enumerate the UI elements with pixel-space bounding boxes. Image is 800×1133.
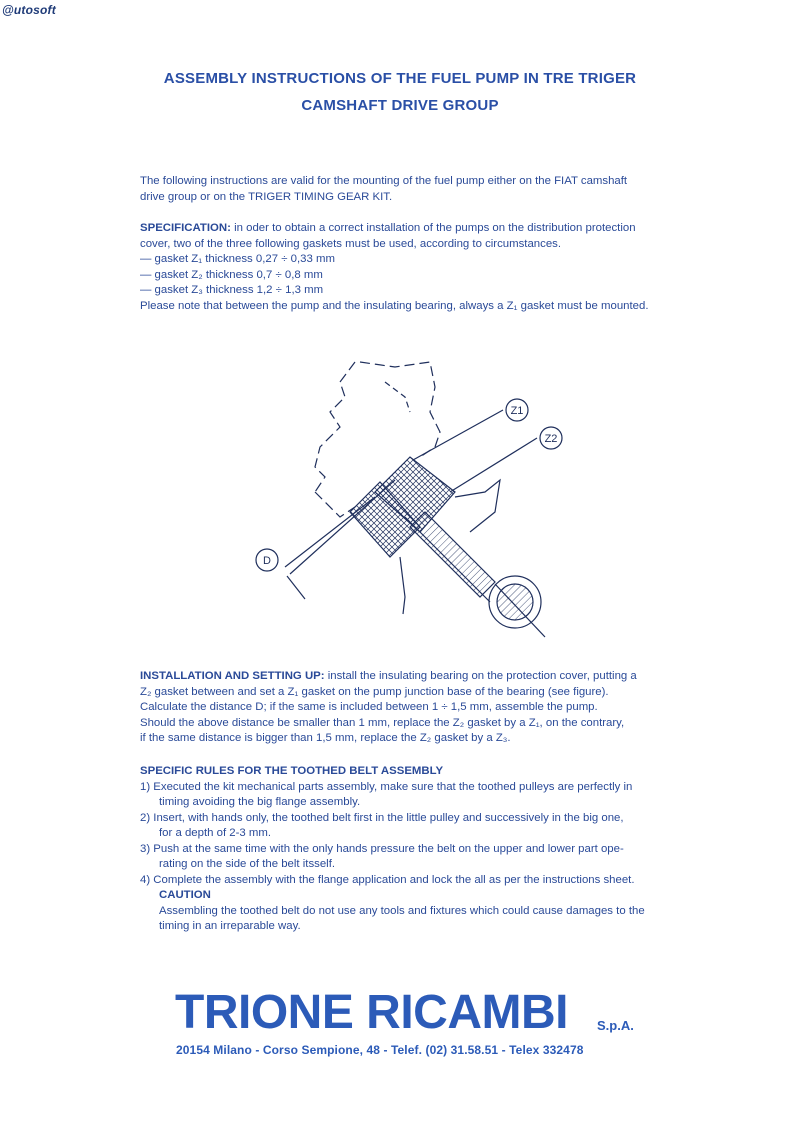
rule-item: 3) Push at the same time with the only hands pressure the belt on the upper and lower part ope- — [140, 842, 624, 855]
caution-text: timing in an irreparable way. — [159, 920, 301, 932]
installation-section — [140, 669, 680, 747]
fuel-pump-diagram — [245, 352, 585, 642]
installation-first-line — [140, 669, 680, 685]
gasket-item: — gasket Z₁ thickness 0,27 ÷ 0,33 mm — [140, 253, 335, 265]
company-address: 20154 Milano - Corso Sempione, 48 - Telef. (02) 31.58.51 - Telex 332478 — [176, 1043, 584, 1057]
installation-line: if the same distance is bigger than 1,5 mm, replace the Z₂ gasket by a Z₃. — [140, 732, 511, 744]
caution-text: Assembling the toothed belt do not use any tools and fixtures which could cause damages to the — [159, 904, 645, 917]
label-d: D — [263, 555, 271, 567]
intro-line: drive group or on the TRIGER TIMING GEAR KIT. — [140, 190, 393, 203]
gasket-note: Please note that between the pump and the insulating bearing, always a Z₁ gasket must be mounted. — [140, 299, 649, 312]
rule-item: 1) Executed the kit mechanical parts assembly, make sure that the toothed pulleys are perfectly in — [140, 780, 633, 793]
watermark-logo: @utosoft — [2, 3, 56, 17]
label-z1: Z1 — [510, 405, 524, 417]
installation-text: install the insulating bearing on the protection cover, putting a — [324, 670, 637, 682]
label-z2: Z2 — [544, 433, 558, 445]
specification-first-line — [140, 221, 680, 237]
rule-item-continuation: timing avoiding the big flange assembly. — [159, 796, 361, 808]
gasket-item: — gasket Z₂ thickness 0,7 ÷ 0,8 mm — [140, 268, 323, 281]
installation-line: Should the above distance be smaller than 1 mm, replace the Z₂ gasket by a Z₁, on the contrary, — [140, 716, 625, 729]
rule-item: 4) Complete the assembly with the flange application and lock the all as per the instructions sheet. — [140, 873, 635, 886]
installation-line: Z₂ gasket between and set a Z₁ gasket on the pump junction base of the bearing (see figure). — [140, 685, 609, 698]
rules-heading: SPECIFIC RULES FOR THE TOOTHED BELT ASSEMBLY — [140, 765, 444, 777]
specification-label: SPECIFICATION: — [140, 222, 231, 234]
specification-line: cover, two of the three following gaskets must be used, according to circumstances. — [140, 237, 562, 250]
rule-item-continuation: rating on the side of the belt itsself. — [159, 858, 336, 870]
specification-section — [140, 221, 680, 314]
rule-item: 2) Insert, with hands only, the toothed belt first in the little pulley and successively in the big one, — [140, 811, 624, 824]
brand-suffix: S.p.A. — [597, 1018, 634, 1033]
page-title-line2: CAMSHAFT DRIVE GROUP — [301, 97, 499, 114]
installation-line: Calculate the distance D; if the same is included between 1 ÷ 1,5 mm, assemble the pump. — [140, 701, 598, 713]
gasket-item: — gasket Z₃ thickness 1,2 ÷ 1,3 mm — [140, 284, 324, 296]
rules-section — [140, 764, 680, 935]
installation-label: INSTALLATION AND SETTING UP: — [140, 670, 325, 682]
intro-paragraph — [140, 174, 680, 205]
brand-name: TRIONE RICAMBI — [175, 986, 568, 1039]
caution-heading: CAUTION — [159, 889, 211, 901]
rule-item-continuation: for a depth of 2-3 mm. — [159, 827, 272, 839]
specification-text: in oder to obtain a correct installation of the pumps on the distribution protection — [230, 222, 636, 234]
page-title-line1: ASSEMBLY INSTRUCTIONS OF THE FUEL PUMP IN TRE TRIGER — [163, 70, 637, 87]
intro-line: The following instructions are valid for the mounting of the fuel pump either on the FIAT camshaft — [140, 175, 628, 187]
